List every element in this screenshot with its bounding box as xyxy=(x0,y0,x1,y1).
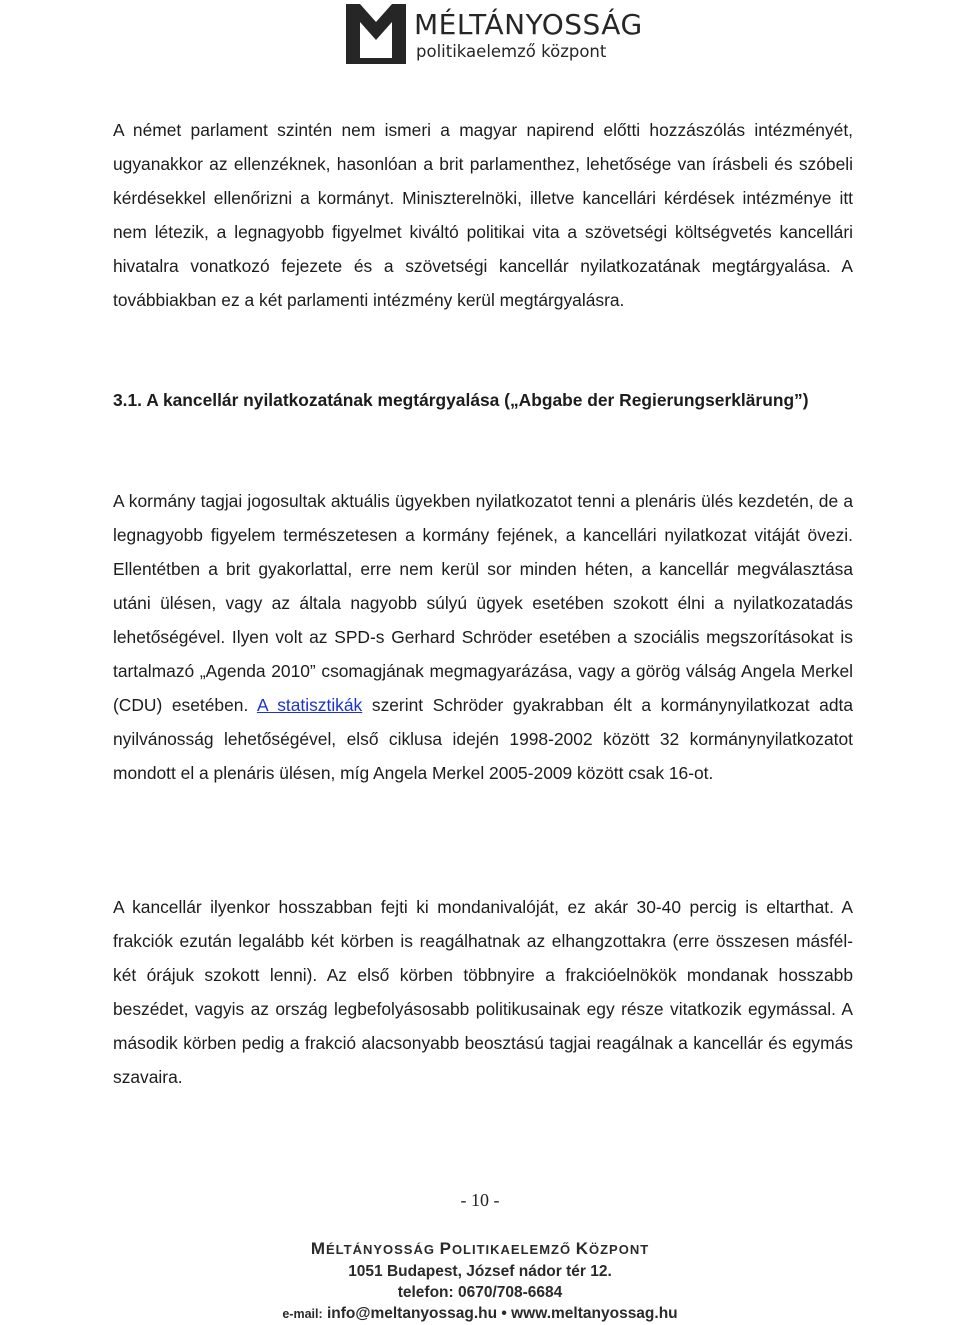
section-heading xyxy=(113,383,853,417)
paragraph-2 xyxy=(113,484,853,790)
footer-org-name-part: OLITIKAELEMZŐ xyxy=(451,1242,576,1257)
footer-org-name-part: ÖZPONT xyxy=(589,1242,650,1257)
footer-org-name-part: K xyxy=(575,1239,589,1258)
paragraph-3-text: A kancellár ilyenkor hosszabban fejti ki mondanivalóját, ez akár 30-40 percig is eltarthat. A frakciók ezután legalább két körben is reagálhatnak az elhangzottakra (erre összesen másfél-két órájuk szokott lenni). Az első körben többnyire a frakcióelnökök mondanak hosszabb beszédet, vagyis az ország legbefolyásosabb politikusainak egy része vitatkozik egymással. A második körben pedig a frakció alacsonyabb beosztású tagjai reagálnak a kancellár és egymás szavaira. xyxy=(113,897,853,1087)
paragraph-2-text xyxy=(113,484,853,790)
footer-org-name-part: P xyxy=(439,1239,452,1258)
paragraph-2-part-1: A kormány tagjai jogosultak aktuális ügyekben nyilatkozatot tenni a plenáris ülés kezdetén, de a legnagyobb figyelem természetesen a kormány fejének, a kancellári nyilatkozat vitáját övezi. Ellentétben a brit gyakorlattal, erre nem kerül sor minden héten, a kancellár megválasztása utáni ülésen, vagy az általa nagyobb súlyú ügyek esetében szokott élni a nyilatkozatadás lehetőségével. Ilyen volt az SPD-s Gerhard Schröder esetében a szociális megszorításokat is tartalmazó „Agenda 2010” csomagjának megmagyarázása, vagy a görög válság Angela Merkel (CDU) esetében. xyxy=(113,491,853,715)
footer xyxy=(0,1238,960,1325)
footer-address: 1051 Budapest, József nádor tér 12. xyxy=(348,1263,612,1280)
footer-org-name-part: M xyxy=(310,1239,326,1258)
header-logo xyxy=(346,4,646,64)
paragraph-1 xyxy=(113,113,853,317)
section-heading-text: 3.1. A kancellár nyilatkozatának megtárgyalása („Abgabe der Regierungserklärung”) xyxy=(113,390,809,410)
footer-org-name-part: ÉLTÁNYOSSÁG xyxy=(325,1242,440,1257)
paragraph-2-part-2: szerint Schröder gyakrabban élt a kormánynyilatkozat adta nyilvánosság lehetőségével, első ciklusa idején 1998-2002 között 32 kormánynyilatkozatot mondott el a plenáris ülésen, míg Angela Merkel 2005-2009 között csak 16-ot. xyxy=(113,695,853,783)
footer-org-name xyxy=(0,1238,960,1261)
footer-phone: telefon: 0670/708-6684 xyxy=(397,1284,563,1301)
paragraph-3 xyxy=(113,890,853,1094)
statistics-link[interactable]: A statisztikák xyxy=(256,695,363,715)
footer-email-web: info@meltanyossag.hu • www.meltanyossag.hu xyxy=(322,1305,678,1322)
logo-title: MÉLTÁNYOSSÁG xyxy=(414,8,643,41)
footer-contact xyxy=(0,1303,960,1325)
page-number: - 10 - xyxy=(460,1190,500,1210)
footer-email-label: e-mail: xyxy=(282,1307,323,1321)
logo-mark-icon xyxy=(346,4,406,64)
logo-subtitle: politikaelemző központ xyxy=(416,42,607,61)
paragraph-1-text: A német parlament szintén nem ismeri a magyar napirend előtti hozzászólás intézményét, ugyanakkor az ellenzéknek, hasonlóan a brit parlamenthez, lehetősége van írásbeli és szóbeli kérdésekkel ellenőrizni a kormányt. Miniszterelnöki, illetve kancellári kérdések intézménye itt nem létezik, a legnagyobb figyelmet kiváltó politikai vita a szövetségi költségvetés kancellári hivatalra vonatkozó fejezete és a szövetségi kancellár nyilatkozatának megtárgyalása. A továbbiakban ez a két parlamenti intézmény kerül megtárgyalásra. xyxy=(113,120,853,310)
